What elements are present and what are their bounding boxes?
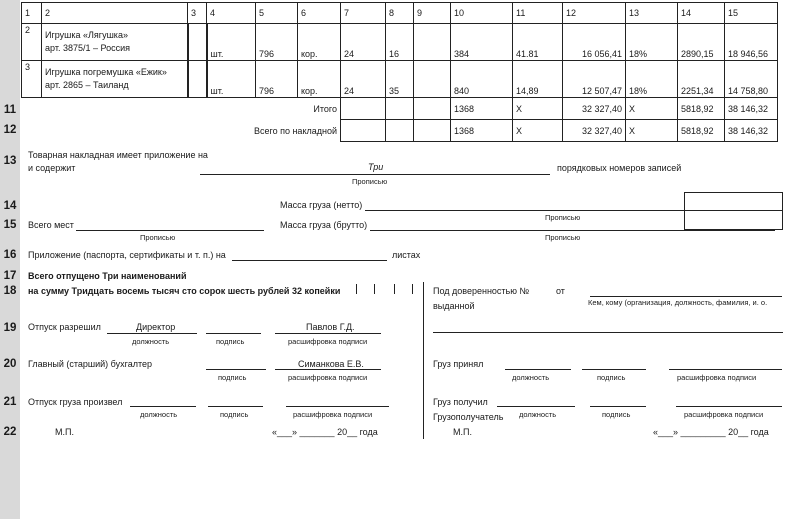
line-number: 16 <box>3 249 17 261</box>
caption-signature: подпись <box>597 373 626 382</box>
shipped-sum-text: на сумму Тридцать восемь тысяч сто сорок шесть рублей 32 копейки <box>28 286 341 296</box>
table-header-row <box>22 3 778 24</box>
cell-vat-sum: 5818,92 <box>678 120 725 142</box>
received-position-line <box>497 406 575 407</box>
product-name: Игрушка погремушка «Ежик» <box>45 67 167 77</box>
gross-weight-line <box>370 230 775 231</box>
column-number: 14 <box>678 3 725 24</box>
received-signature-line <box>590 406 646 407</box>
cell-qty-in-place: 24 <box>341 24 386 61</box>
shipment-decode-line <box>286 406 389 407</box>
consignee-label: Грузополучатель <box>433 412 504 422</box>
tick-mark <box>412 284 413 294</box>
column-number: 3 <box>188 3 207 24</box>
received-decode-line <box>676 406 782 407</box>
cell-vat-rate: X <box>626 120 678 142</box>
caption-decode: расшифровка подписи <box>293 410 373 419</box>
cell-places: 16 <box>386 24 414 61</box>
places-total-label: Всего мест <box>28 220 74 230</box>
release-decode-line <box>275 333 381 334</box>
issued-line <box>433 332 783 333</box>
caption-signature: подпись <box>218 373 247 382</box>
cell-okei: 796 <box>256 61 298 98</box>
accountant-decode-value: Симанкова Е.В. <box>298 359 364 369</box>
records-text: порядковых номеров записей <box>557 163 682 173</box>
shipment-signature-line <box>208 406 263 407</box>
caption-signature: подпись <box>216 337 245 346</box>
cell-unit: шт. <box>207 61 256 98</box>
cell-qty-in-place: 24 <box>341 61 386 98</box>
cell-price: X <box>513 98 563 120</box>
itogo-row <box>22 98 778 120</box>
cell-gross <box>414 24 451 61</box>
caption-position: должность <box>512 373 550 382</box>
column-number: 15 <box>725 3 778 24</box>
column-number: 6 <box>298 3 341 24</box>
cell-package: кор. <box>298 61 341 98</box>
caption-propisyu: Прописью <box>352 177 388 186</box>
vsego-row <box>22 120 778 142</box>
cell-total: 14 758,80 <box>725 61 778 98</box>
line-number: 14 <box>3 200 17 212</box>
date-left: «___» _______ 20__ года <box>272 427 378 437</box>
issued-caption: Кем, кому (организация, должность, фамилия, и. о. <box>588 298 768 307</box>
vsego-label: Всего по накладной <box>22 120 341 142</box>
cargo-accepted-label: Груз принял <box>433 359 484 369</box>
column-number: 13 <box>626 3 678 24</box>
attachment-value: Три <box>368 162 384 172</box>
accepted-decode-line <box>669 369 782 370</box>
issued-label: выданной <box>433 301 475 311</box>
places-total-line <box>76 230 264 231</box>
cell <box>414 120 451 142</box>
attachment-line <box>200 174 550 175</box>
column-number: 12 <box>563 3 626 24</box>
cell-okei: 796 <box>256 24 298 61</box>
cell-vat-sum: 2251,34 <box>678 61 725 98</box>
cell-vat-rate: X <box>626 98 678 120</box>
cell <box>341 120 386 142</box>
caption-signature: подпись <box>220 410 249 419</box>
cell <box>414 98 451 120</box>
cell-vat-sum: 5818,92 <box>678 98 725 120</box>
line-number: 20 <box>3 358 17 370</box>
column-number: 7 <box>341 3 386 24</box>
cargo-received-label: Груз получил <box>433 397 488 407</box>
cell-price: X <box>513 120 563 142</box>
section-divider <box>423 282 424 439</box>
cell-sum: 12 507,47 <box>563 61 626 98</box>
attachment-text-2: и содержит <box>28 163 76 173</box>
attachments-line <box>232 260 387 261</box>
tick-mark <box>356 284 357 294</box>
caption-propisyu: Прописью <box>545 233 581 242</box>
row-number: 3 <box>22 61 42 98</box>
cell-quantity: 1368 <box>451 120 513 142</box>
weight-box <box>684 192 783 230</box>
gross-weight-label: Масса груза (брутто) <box>280 220 368 230</box>
date-right: «___» _________ 20__ года <box>653 427 769 437</box>
accepted-signature-line <box>582 369 646 370</box>
release-position-value: Директор <box>136 322 176 332</box>
caption-position: должность <box>140 410 178 419</box>
cell-quantity: 1368 <box>451 98 513 120</box>
cell-vat-rate: 18% <box>626 24 678 61</box>
attachment-text: Товарная накладная имеет приложение на <box>28 150 208 160</box>
column-number: 11 <box>513 3 563 24</box>
tick-mark <box>394 284 395 294</box>
cell-sum: 16 056,41 <box>563 24 626 61</box>
cell-quantity: 840 <box>451 61 513 98</box>
shipment-made-label: Отпуск груза произвел <box>28 397 123 407</box>
shipment-position-line <box>130 406 196 407</box>
product-name-cell <box>42 61 188 98</box>
stamp-place-left: М.П. <box>55 427 74 437</box>
cell-sum: 32 327,40 <box>563 98 626 120</box>
line-number: 17 <box>3 270 17 282</box>
line-number: 11 <box>3 104 17 116</box>
line-number: 15 <box>3 219 17 231</box>
accountant-signature-line <box>206 369 266 370</box>
caption-decode: расшифровка подписи <box>684 410 764 419</box>
cell <box>188 61 207 98</box>
caption-signature: подпись <box>602 410 631 419</box>
release-allowed-label: Отпуск разрешил <box>28 322 101 332</box>
column-number: 4 <box>207 3 256 24</box>
line-number: 12 <box>3 124 17 136</box>
weight-box-divider <box>684 210 782 211</box>
cell-gross <box>414 61 451 98</box>
cell-total: 38 146,32 <box>725 98 778 120</box>
caption-propisyu: Прописью <box>140 233 176 242</box>
column-number: 2 <box>42 3 188 24</box>
cell-places: 35 <box>386 61 414 98</box>
cell-sum: 32 327,40 <box>563 120 626 142</box>
accepted-position-line <box>505 369 571 370</box>
itogo-label: Итого <box>22 98 341 120</box>
goods-table <box>21 2 778 142</box>
caption-decode: расшифровка подписи <box>677 373 757 382</box>
column-number: 10 <box>451 3 513 24</box>
product-name: Игрушка «Лягушка» <box>45 30 128 40</box>
cell <box>386 98 414 120</box>
attachments-label: Приложение (паспорта, сертификаты и т. п.) на <box>28 250 226 260</box>
line-number: 13 <box>3 155 17 167</box>
line-number: 21 <box>3 396 17 408</box>
net-weight-label: Масса груза (нетто) <box>280 200 363 210</box>
caption-position: должность <box>519 410 557 419</box>
caption-decode: расшифровка подписи <box>288 337 368 346</box>
cell-package: кор. <box>298 24 341 61</box>
table-row <box>22 24 778 61</box>
cell <box>188 24 207 61</box>
cell <box>341 98 386 120</box>
product-article: арт. 3875/1 – Россия <box>45 43 130 53</box>
release-signature-line <box>206 333 261 334</box>
cell-unit: шт. <box>207 24 256 61</box>
sheets-label: листах <box>392 250 421 260</box>
chief-accountant-label: Главный (старший) бухгалтер <box>28 359 153 369</box>
column-number: 5 <box>256 3 298 24</box>
cell-price: 41.81 <box>513 24 563 61</box>
row-number: 2 <box>22 24 42 61</box>
product-name-cell <box>42 24 188 61</box>
caption-propisyu: Прописью <box>545 213 581 222</box>
line-number: 19 <box>3 322 17 334</box>
cell-price: 14,89 <box>513 61 563 98</box>
shipped-items-text: Всего отпущено Три наименований <box>28 271 187 281</box>
attorney-from-label: от <box>556 286 565 296</box>
release-decode-value: Павлов Г.Д. <box>306 322 355 332</box>
caption-decode: расшифровка подписи <box>288 373 368 382</box>
cell <box>386 120 414 142</box>
cell-total: 38 146,32 <box>725 120 778 142</box>
column-number: 9 <box>414 3 451 24</box>
line-number: 22 <box>3 426 17 438</box>
cell-vat-rate: 18% <box>626 61 678 98</box>
line-number: 18 <box>3 285 17 297</box>
attorney-label: Под доверенностью № <box>433 286 530 296</box>
tick-mark <box>374 284 375 294</box>
cell-total: 18 946,56 <box>725 24 778 61</box>
cell-vat-sum: 2890,15 <box>678 24 725 61</box>
column-number: 1 <box>22 3 42 24</box>
product-article: арт. 2865 – Таиланд <box>45 80 129 90</box>
column-number: 8 <box>386 3 414 24</box>
stamp-place-right: М.П. <box>453 427 472 437</box>
cell-quantity: 384 <box>451 24 513 61</box>
caption-position: должность <box>132 337 170 346</box>
release-position-line <box>107 333 197 334</box>
table-row <box>22 61 778 98</box>
